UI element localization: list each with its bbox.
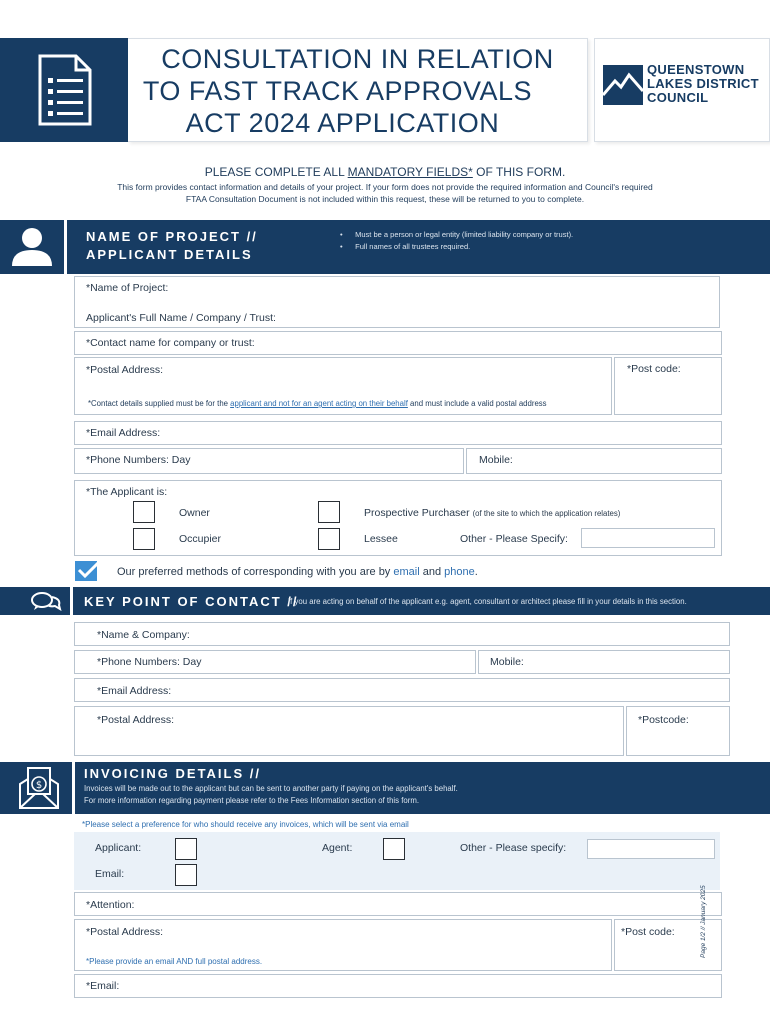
owner-checkbox[interactable] (133, 501, 155, 523)
checkmark-icon (74, 560, 100, 582)
contact-phone-day-label: *Phone Numbers: Day (97, 656, 202, 668)
council-logo (594, 38, 770, 142)
other-specify-input[interactable] (581, 528, 715, 548)
attention-label: *Attention: (86, 899, 135, 911)
applicant-bullet-2: • Full names of all trustees required. (340, 242, 471, 251)
invoicing-section-title: INVOICING DETAILS // (84, 766, 261, 781)
contact-postcode-label: *Postcode: (638, 714, 689, 726)
intro-heading-post: OF THIS FORM. (472, 165, 566, 179)
email-address-label: *Email Address: (86, 427, 161, 439)
invoice-postcode-label: *Post code: (621, 926, 675, 938)
logo-line-2: LAKES DISTRICT (647, 76, 759, 91)
intro-heading (0, 165, 770, 179)
postcode-label: *Post code: (627, 363, 681, 375)
invoice-email-checkbox[interactable] (175, 864, 197, 886)
invoice-agent-checkbox[interactable] (383, 838, 405, 860)
invoicing-section-header (0, 762, 770, 814)
postal-address-label: *Postal Address: (86, 364, 164, 376)
invoicing-desc-1: Invoices will be made out to the applicant but can be sent to another party if paying on the applicant's behalf. (84, 784, 458, 793)
contact-name-label: *Contact name for company or trust: (86, 337, 255, 349)
intro-heading-pre: PLEASE COMPLETE ALL (204, 165, 348, 179)
intro-text-2: FTAA Consultation Document is not included within this request, these will be returned to you to complete. (185, 194, 585, 204)
svg-text:$: $ (35, 780, 43, 791)
speech-bubbles-icon (30, 591, 62, 611)
phone-day-label: *Phone Numbers: Day (86, 454, 191, 466)
applicant-full-name-label: Applicant's Full Name / Company / Trust: (86, 312, 276, 324)
lessee-checkbox[interactable] (318, 528, 340, 550)
invoice-envelope-icon (18, 766, 60, 810)
contact-mobile-label: Mobile: (490, 656, 524, 668)
contact-email-label: *Email Address: (97, 685, 172, 697)
person-icon (10, 226, 54, 266)
lessee-label: Lessee (364, 533, 398, 545)
applicant-section-title-2: APPLICANT DETAILS (86, 247, 253, 262)
invoice-email-postal-note: *Please provide an email AND full postal address. (86, 957, 263, 966)
contact-details-note: *Contact details supplied must be for the applicant and not for an agent acting on their behalf and must include a valid postal address (88, 399, 547, 408)
contact-section-subtitle: If you are acting on behalf of the applicant e.g. agent, consultant or architect please fill in your details in this section. (288, 597, 687, 606)
applicant-section-header (0, 220, 770, 274)
invoice-email-label: Email: (95, 868, 125, 880)
prospective-purchaser-checkbox[interactable] (318, 501, 340, 523)
applicant-not-agent-link[interactable]: applicant and not for an agent acting on their behalf (230, 399, 408, 408)
project-name-label: *Name of Project: (86, 282, 169, 294)
applicant-type-label: *The Applicant is: (86, 486, 168, 498)
owner-label: Owner (179, 507, 210, 519)
title-line-2: TO FAST TRACK APPROVALS (142, 76, 533, 106)
mandatory-fields-link[interactable]: MANDATORY FIELDS* (347, 165, 473, 179)
invoice-applicant-label: Applicant: (95, 842, 142, 854)
prospective-purchaser-label: Prospective Purchaser (of the site to which the application relates) (364, 507, 621, 519)
preferred-methods-text: Our preferred methods of corresponding with you are by email and phone. (117, 566, 478, 578)
contact-section-title: KEY POINT OF CONTACT // (84, 594, 299, 609)
occupier-checkbox[interactable] (133, 528, 155, 550)
invoice-agent-label: Agent: (322, 842, 353, 854)
mountain-logo-icon (603, 65, 643, 105)
invoice-other-label: Other - Please specify: (460, 842, 567, 854)
logo-line-1: QUEENSTOWN (647, 62, 745, 77)
contact-postal-label: *Postal Address: (97, 714, 175, 726)
page-number: Page 1/2 // January 2025 (700, 885, 707, 958)
contact-name-company-label: *Name & Company: (97, 629, 190, 641)
invoice-email-field-label: *Email: (86, 980, 120, 992)
contact-email-field[interactable] (74, 678, 730, 702)
occupier-label: Occupier (179, 533, 222, 545)
document-icon (36, 54, 92, 126)
logo-line-3: COUNCIL (647, 90, 709, 105)
contact-section-header (0, 587, 770, 615)
attention-field[interactable] (74, 892, 722, 916)
email-address-field[interactable] (74, 421, 722, 445)
page-title (128, 38, 588, 142)
applicant-section-title-1: NAME OF PROJECT // (86, 229, 258, 244)
invoice-postal-label: *Postal Address: (86, 926, 164, 938)
mobile-label: Mobile: (479, 454, 513, 466)
title-line-3: ACT 2024 APPLICATION (185, 108, 500, 138)
prospective-purchaser-note: (of the site to which the application relates) (472, 509, 621, 518)
invoice-applicant-checkbox[interactable] (175, 838, 197, 860)
invoice-email-field[interactable] (74, 974, 722, 998)
invoicing-desc-2: For more information regarding payment please refer to the Fees Information section of this form. (84, 796, 419, 805)
other-specify-label: Other - Please Specify: (460, 533, 568, 545)
invoice-other-input[interactable] (587, 839, 715, 859)
applicant-bullet-1: • Must be a person or legal entity (limited liability company or trust). (340, 230, 574, 239)
invoice-select-note: *Please select a preference for who should receive any invoices, which will be sent via email (82, 820, 409, 829)
intro-text-1: This form provides contact information and details of your project. If your form does not provide the required information and Council's required (117, 182, 653, 192)
title-line-1: CONSULTATION IN RELATION (161, 44, 554, 74)
